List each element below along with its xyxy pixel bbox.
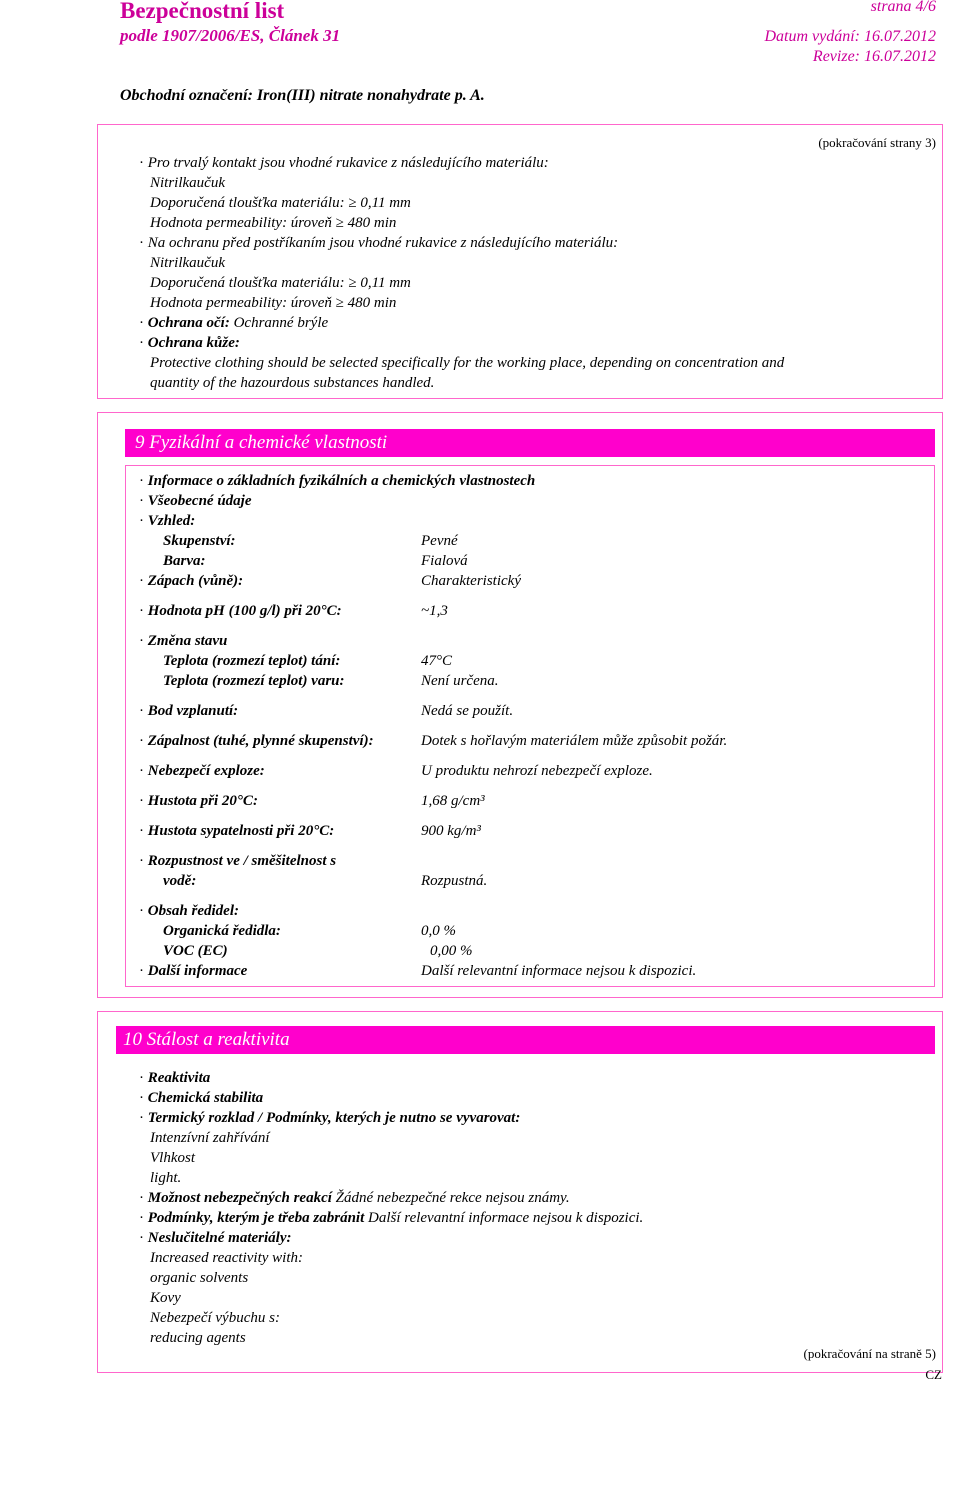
form-value: Pevné — [421, 533, 458, 549]
thermal-item-2: Vlhkost — [150, 1150, 195, 1166]
explosion-label: Nebezpečí exploze: — [147, 763, 265, 779]
melt-value: 47°C — [421, 653, 453, 669]
revision-date: Revize: 16.07.2012 — [812, 48, 936, 65]
page-number: strana 4/6 — [870, 0, 936, 15]
flash-point-value: Nedá se použít. — [421, 703, 514, 719]
thermal-item-3: light. — [150, 1170, 182, 1186]
incompatible-item-5: reducing agents — [150, 1330, 246, 1346]
hazardous-reactions-label: Možnost nebezpečných reakcí — [147, 1190, 332, 1206]
continued-to-note: (pokračování na straně 5) — [803, 1346, 936, 1361]
flammability-label: Zápalnost (tuhé, plynné skupenství): — [147, 733, 374, 749]
explosion-value: U produktu nehrozí nebezpečí exploze. — [421, 763, 653, 779]
boil-value: Není určena. — [421, 673, 499, 689]
reactivity-line: · Reaktivita — [139, 1070, 211, 1086]
flammability-value: Dotek s hořlavým materiálem může způsobit požár. — [421, 733, 728, 749]
section-9-inner — [125, 465, 935, 987]
language-code: CZ — [925, 1367, 942, 1382]
chemical-stability: Chemická stabilita — [147, 1090, 264, 1106]
permeability-2: Hodnota permeability: úroveň ≥ 480 min — [150, 295, 397, 311]
conditions-avoid-value: Další relevantní informace nejsou k dispozici. — [368, 1210, 644, 1226]
incompatible-materials: Neslučitelné materiály: — [147, 1230, 292, 1246]
bulk-density-line: · Hustota sypatelnosti při 20°C: — [139, 823, 335, 839]
solubility-label-1: Rozpustnost ve / směšitelnost s — [147, 853, 337, 869]
conditions-avoid-label: Podmínky, kterým je třeba zabránit — [147, 1210, 365, 1226]
basic-info-line: · Informace o základních fyzikálních a chemických vlastnostech — [139, 473, 536, 489]
document-subtitle: podle 1907/2006/ES, Článek 31 — [120, 26, 341, 45]
ph-label: Hodnota pH (100 g/l) při 20°C: — [147, 603, 342, 619]
material-2: Nitrilkaučuk — [150, 255, 225, 271]
change-state: Změna stavu — [147, 633, 228, 649]
thermal-line: · Termický rozklad / Podmínky, kterých je nutno se vyvarovat: — [139, 1110, 521, 1126]
boil-label: Teplota (rozmezí teplot) varu: — [163, 673, 345, 689]
incompatible-line: · Neslučitelné materiály: — [139, 1230, 292, 1246]
section-9-heading: 9 Fyzikální a chemické vlastnosti — [125, 429, 935, 457]
conditions-avoid-line: · Podmínky, kterým je třeba zabránit Další relevantní informace nejsou k dispozici. — [139, 1210, 644, 1226]
solubility-label-2: vodě: — [163, 873, 197, 889]
form-label: Skupenství: — [163, 533, 236, 549]
general-data: Všeobecné údaje — [147, 493, 252, 509]
basic-info: Informace o základních fyzikálních a chemických vlastnostech — [147, 473, 536, 489]
flash-point-line: · Bod vzplanutí: — [139, 703, 239, 719]
hazardous-reactions-value: Žádné nebezpečné rekce nejsou známy. — [335, 1190, 570, 1206]
reactivity: Reaktivita — [147, 1070, 211, 1086]
permeability-1: Hodnota permeability: úroveň ≥ 480 min — [150, 215, 397, 231]
organic-solvent-label: Organická ředidla: — [163, 923, 281, 939]
material-1: Nitrilkaučuk — [150, 175, 225, 191]
gloves-splash-line: · Na ochranu před postříkaním jsou vhodné rukavice z následujícího materiálu: — [139, 235, 619, 251]
bulk-density-value: 900 kg/m³ — [421, 823, 481, 839]
ph-value: ~1,3 — [421, 603, 448, 619]
continued-from-note: (pokračování strany 3) — [818, 135, 936, 150]
gloves-permanent: Pro trvalý kontakt jsou vhodné rukavice z následujícího materiálu: — [147, 155, 549, 171]
solubility-line: · Rozpustnost ve / směšitelnost s — [139, 853, 337, 869]
ph-line: · Hodnota pH (100 g/l) při 20°C: — [139, 603, 342, 619]
solvent-content: Obsah ředidel: — [147, 903, 239, 919]
flammability-line: · Zápalnost (tuhé, plynné skupenství): — [139, 733, 374, 749]
thickness-1: Doporučená tloušťka materiálu: ≥ 0,11 mm — [150, 195, 411, 211]
melt-label: Teplota (rozmezí teplot) tání: — [163, 653, 341, 669]
skin-protection-line: · Ochrana kůže: — [139, 335, 240, 351]
odor-line: · Zápach (vůně): — [139, 573, 244, 589]
density-label: Hustota při 20°C: — [147, 793, 258, 809]
flash-point-label: Bod vzplanutí: — [147, 703, 239, 719]
gloves-splash: Na ochranu před postříkaním jsou vhodné rukavice z následujícího materiálu: — [147, 235, 619, 251]
organic-solvent-value: 0,0 % — [421, 923, 456, 939]
skin-protection-text-1: Protective clothing should be selected specifically for the working place, depending on concentration and — [150, 355, 785, 371]
section-10-heading: 10 Stálost a reaktivita — [116, 1026, 935, 1054]
solvent-content-line: · Obsah ředidel: — [139, 903, 239, 919]
general-data-line: · Všeobecné údaje — [139, 493, 252, 509]
incompatible-item-3: Kovy — [150, 1290, 181, 1306]
incompatible-item-1: Increased reactivity with: — [150, 1250, 304, 1266]
skin-protection-text-2: quantity of the hazourdous substances handled. — [150, 375, 435, 391]
skin-protection-label: Ochrana kůže: — [147, 335, 240, 351]
bulk-density-label: Hustota sypatelnosti při 20°C: — [147, 823, 335, 839]
eye-protection-value: Ochranné brýle — [233, 315, 329, 331]
odor-value: Charakteristický — [421, 573, 521, 589]
other-info-value: Další relevantní informace nejsou k dispozici. — [421, 963, 697, 979]
appearance-line: · Vzhled: — [139, 513, 196, 529]
gloves-permanent-line: · Pro trvalý kontakt jsou vhodné rukavice z následujícího materiálu: — [139, 155, 549, 171]
voc-label: VOC (EC) — [163, 943, 228, 959]
color-label: Barva: — [163, 553, 206, 569]
density-value: 1,68 g/cm³ — [421, 793, 485, 809]
color-value: Fialová — [421, 553, 468, 569]
incompatible-item-4: Nebezpečí výbuchu s: — [150, 1310, 280, 1326]
other-info-label: Další informace — [147, 963, 248, 979]
change-state-line: · Změna stavu — [139, 633, 228, 649]
issue-date: Datum vydání: 16.07.2012 — [764, 28, 936, 45]
hazardous-reactions-line: · Možnost nebezpečných reakcí Žádné nebezpečné rekce nejsou známy. — [139, 1190, 570, 1206]
eye-protection-label: Ochrana očí: — [147, 315, 230, 331]
eye-protection-line: · Ochrana očí: Ochranné brýle — [139, 315, 329, 331]
document-title: Bezpečnostní list — [120, 0, 285, 23]
thickness-2: Doporučená tloušťka materiálu: ≥ 0,11 mm — [150, 275, 411, 291]
solubility-value: Rozpustná. — [421, 873, 488, 889]
appearance: Vzhled: — [147, 513, 196, 529]
incompatible-item-2: organic solvents — [150, 1270, 249, 1286]
voc-value: 0,00 % — [430, 943, 473, 959]
density-line: · Hustota při 20°C: — [139, 793, 258, 809]
thermal-item-1: Intenzívní zahřívání — [150, 1130, 270, 1146]
odor-label: Zápach (vůně): — [147, 573, 244, 589]
trade-name: Obchodní označení: Iron(III) nitrate nonahydrate p. A. — [120, 87, 485, 104]
thermal-decomposition: Termický rozklad / Podmínky, kterých je nutno se vyvarovat: — [147, 1110, 521, 1126]
other-info-line: · Další informace — [139, 963, 248, 979]
explosion-line: · Nebezpečí exploze: — [139, 763, 265, 779]
stability-line: · Chemická stabilita — [139, 1090, 264, 1106]
